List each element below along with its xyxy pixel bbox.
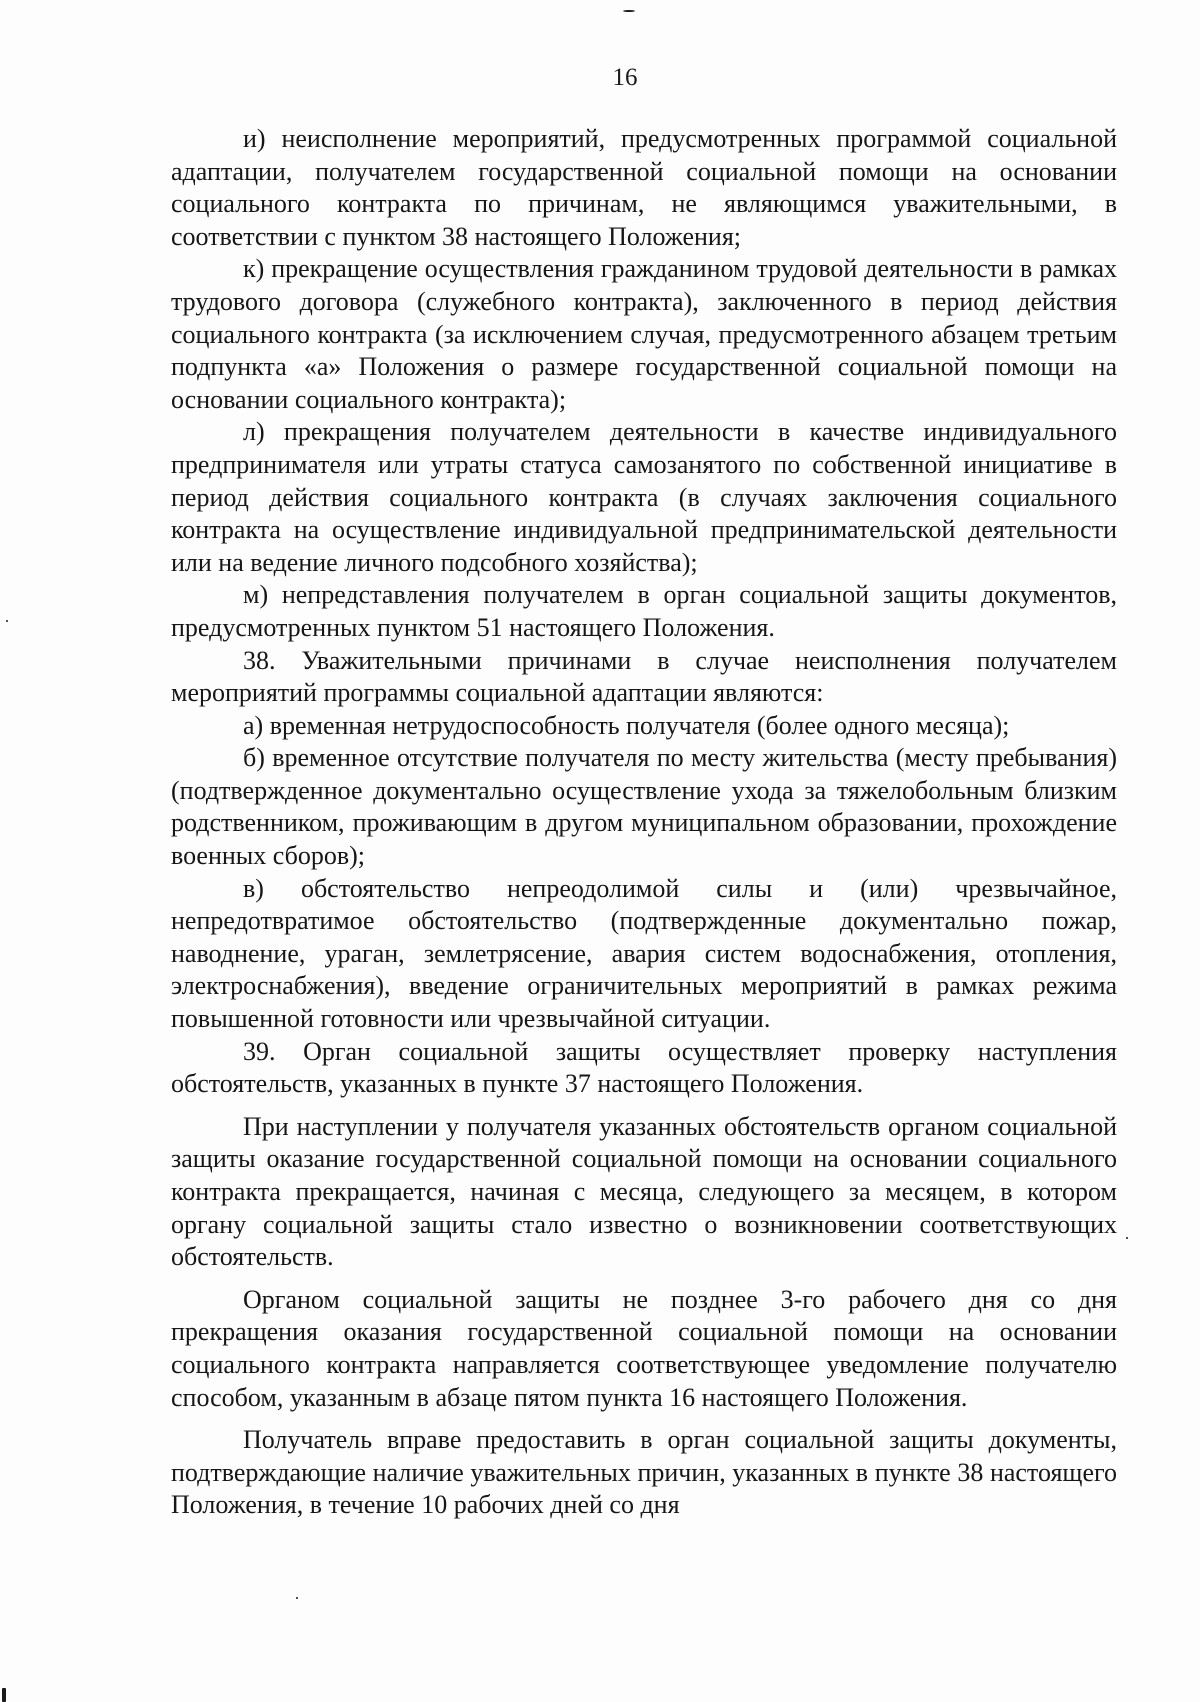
scan-speck	[296, 1597, 298, 1599]
page-number: 16	[612, 64, 638, 91]
scan-speck	[6, 620, 8, 622]
scan-speck	[2, 1688, 6, 1702]
paragraph-item-a: а) временная нетрудоспособность получателя (более одного месяца);	[243, 710, 1010, 740]
paragraph-clause-38: 38. Уважительными причинами в случае неисполнения получателем мероприятий программы социальной адаптации являются:	[171, 645, 1117, 708]
paragraph-recipient-rights: Получатель вправе предоставить в орган социальной защиты документы, подтверждающие наличие уважительных причин, указанных в пункте 38 настоящего Положения, в течение 10 рабочих дней со дня	[171, 1425, 1117, 1520]
paragraph-item-b: б) временное отсутствие получателя по месту жительства (месту пребывания) (подтвержденное документально осуществление ухода за тяжелобольным близким родственником, проживающим в другом муниципальном образовании, прохождение военных сборов);	[171, 743, 1117, 871]
paragraph-item-m: м) непредставления получателем в орган социальной защиты документов, предусмотренных пунктом 51 настоящего Положения.	[171, 580, 1117, 642]
paragraph-notification: Органом социальной защиты не позднее 3-го рабочего дня со дня прекращения оказания государственной социальной помощи на основании социального контракта направляется соответствующее уведомление получателю способом, указанным в абзаце пятом пункта 16 настоящего Положения.	[171, 1284, 1117, 1412]
paragraph-item-k: к) прекращение осуществления гражданином трудовой деятельности в рамках трудового договора (служебного контракта), заключенного в период действия социального контракта (за исключением случая, предусмотренного абзацем третьим подпункта «а» Положения о размере государственной социальной помощи на основании социального контракта);	[171, 254, 1117, 414]
scan-speck	[1126, 1237, 1128, 1239]
document-body	[171, 123, 1117, 1522]
paragraph-item-v: в) обстоятельство непреодолимой силы и (или) чрезвычайное, непредотвратимое обстоятельство (подтвержденные документально пожар, наводнение, ураган, землетрясение, авария систем водоснабжения, отопления, электроснабжения), введение ограничительных мероприятий в рамках режима повышенной готовности или чрезвычайной ситуации.	[171, 873, 1117, 1034]
paragraph-termination: При наступлении у получателя указанных обстоятельств органом социальной защиты оказание государственной социальной помощи на основании социального контракта прекращается, начиная с месяца, следующего за месяцем, в котором органу социальной защиты стало известно о возникновении соответствующих обстоятельств.	[171, 1111, 1117, 1272]
paragraph-item-i: и) неисполнение мероприятий, предусмотренных программой социальной адаптации, получателем государственной социальной помощи на основании социального контракта по причинам, не являющимся уважительными, в соответствии с пунктом 38 настоящего Положения;	[171, 124, 1117, 251]
paragraph-clause-39: 39. Орган социальной защиты осуществляет проверку наступления обстоятельств, указанных в пункте 37 настоящего Положения.	[171, 1036, 1117, 1099]
paragraph-item-l: л) прекращения получателем деятельности в качестве индивидуального предпринимателя или утраты статуса самозанятого по собственной инициативе в период действия социального контракта (в случаях заключения социального контракта на осуществление индивидуальной предпринимательской деятельности или на ведение личного подсобного хозяйства);	[171, 417, 1117, 577]
scan-speck	[623, 10, 635, 12]
